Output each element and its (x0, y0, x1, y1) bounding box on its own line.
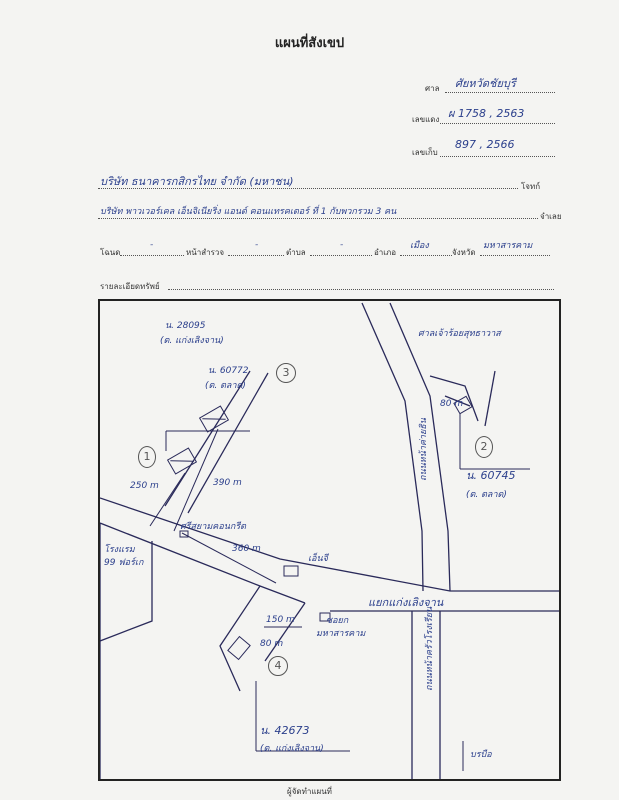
label-dist-390: 390 m (213, 478, 242, 488)
province-line (480, 255, 550, 256)
label-deed-42673: น. 42673 (260, 724, 310, 737)
deed-label: โฉนด (100, 248, 121, 257)
plot-4 (228, 637, 250, 660)
label-to-province: บรบือ (470, 750, 492, 760)
label-school2: 99 ฟอร์เก (104, 558, 144, 568)
label-shrine: ศาลเจ้าร้อยสุทธาวาส (418, 329, 501, 339)
survey-label: หน้าสำรวจ (186, 248, 225, 257)
label-deed-60745: น. 60745 (466, 469, 516, 482)
label-dist-80: 80 m (440, 399, 464, 409)
label-soi2: มหาสารคาม (316, 629, 366, 639)
marker-1: 1 (138, 446, 156, 468)
province-label: จังหวัด (452, 248, 476, 257)
black-case-value: ผ 1758 , 2563 (448, 107, 525, 120)
label-tambon-60772: (ต. ตลาด) (205, 381, 246, 391)
label-soi: ซอยก (326, 616, 349, 626)
defendant-label: จำเลย (540, 212, 562, 221)
marker-3: 3 (276, 363, 296, 383)
label-road-bottom: ถนนหน้าครัวโรงเรียน (425, 606, 435, 691)
label-tambon-28095: (ต. แก่งเลิงจาน) (160, 336, 224, 346)
execution-line (440, 156, 555, 157)
defendant-value: บริษัท พาวเวอร์เคล เอ็นจิเนียริ่ง แอนด์ คอนแทรคเตอร์ ที่ 1 กับพวกรวม 3 คน (100, 207, 397, 217)
survey-line (228, 255, 284, 256)
details-line (168, 289, 554, 290)
district-value: เมือง (410, 241, 429, 251)
ngee-box (284, 566, 298, 576)
label-dist-150: 150 m (266, 615, 295, 625)
subdistrict-line (310, 255, 372, 256)
label-deed-28095: น. 28095 (165, 321, 206, 331)
sketch-map (98, 299, 561, 781)
label-deed-60772: น. 60772 (208, 366, 249, 376)
court-label: ศาล (425, 84, 440, 93)
black-case-line (440, 123, 555, 124)
main-road-north-edge (100, 498, 559, 591)
label-junction: แยกแก่งเลิงจาน (368, 596, 444, 609)
black-case-label: เลขแดง (412, 115, 440, 124)
deed-line (120, 255, 184, 256)
page-title: แผนที่สังเขป (274, 36, 345, 51)
arrow-360 (182, 533, 276, 583)
execution-value: 897 , 2566 (455, 138, 515, 151)
marker-2: 2 (475, 436, 493, 458)
subdistrict-value: - (340, 240, 344, 250)
label-ngee: เอ็นจี (308, 554, 328, 564)
plaintiff-label: โจทก์ (521, 182, 541, 191)
label-tambon-60745: (ต. ตลาด) (466, 490, 507, 500)
right-road-west (362, 303, 423, 591)
lane-right (188, 373, 268, 513)
label-school: โรงแรม (104, 545, 135, 555)
footer-maker: ผู้จัดทำแผนที่ (287, 787, 332, 796)
defendant-line (98, 218, 538, 219)
details-label: รายละเอียดทรัพย์ (100, 282, 160, 291)
lane-property4-a (220, 586, 260, 691)
deed-value: - (150, 240, 154, 250)
court-value: ศัยหวัดชัยบุรี (455, 77, 516, 90)
plaintiff-value: บริษัท ธนาคารกสิกรไทย จำกัด (มหาชน) (100, 175, 294, 188)
label-krisiam: ศรีสยามคอนกรีต (180, 522, 247, 532)
label-dist-80b: 80 m (260, 639, 284, 649)
label-dist-250: 250 m (130, 481, 159, 491)
label-dist-360: 360 m (232, 544, 261, 554)
execution-label: เลขเก็บ (412, 148, 438, 157)
survey-value: - (255, 240, 259, 250)
lane-property4-b (265, 603, 305, 661)
court-line (445, 92, 555, 93)
lane-property2-c (485, 371, 495, 426)
district-label: อำเภอ (374, 248, 397, 257)
district-line (400, 255, 452, 256)
label-tambon-42673: (ต. แก่งเลิงจาน) (260, 744, 324, 754)
subdistrict-label: ตำบล (286, 248, 306, 257)
map-drawing (100, 301, 559, 779)
label-road-vertical: ถนนหน้าค่ายธิน (419, 418, 429, 481)
marker-4: 4 (268, 656, 288, 676)
province-value: มหาสารคาม (483, 241, 533, 251)
